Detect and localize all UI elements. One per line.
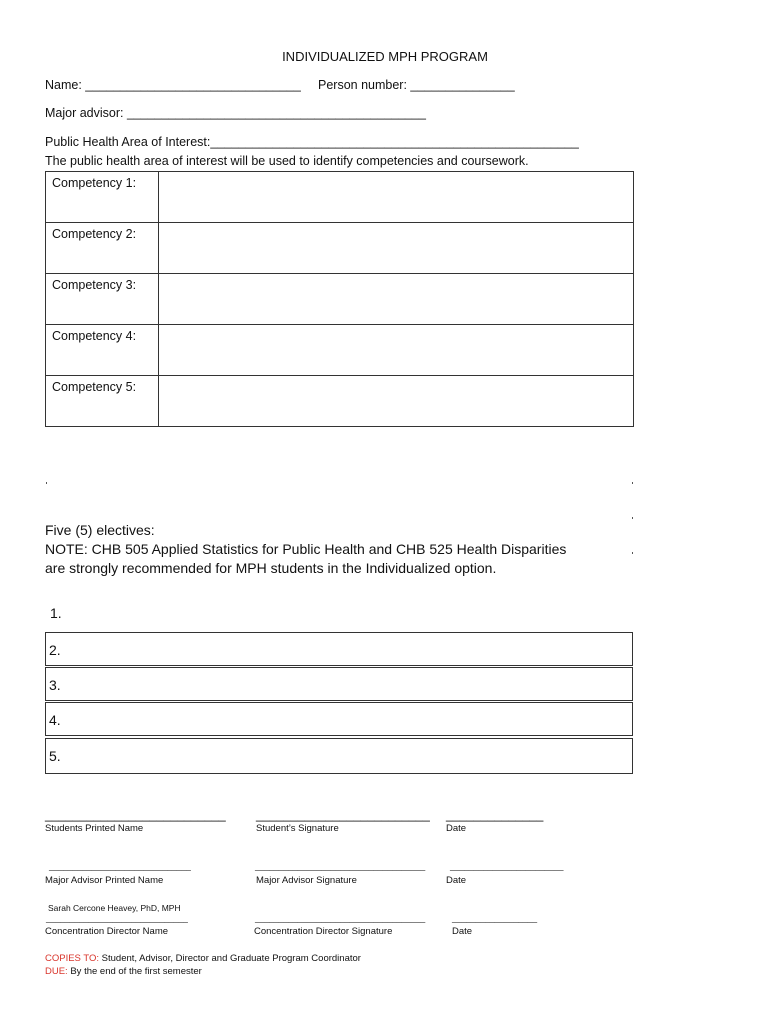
- competency-label: Competency 4:: [46, 325, 159, 376]
- scan-artifact-dot: [632, 517, 633, 519]
- scan-artifact-dot: [632, 552, 633, 554]
- advisor-name-line[interactable]: ______________________________: [49, 861, 191, 871]
- student-name-line[interactable]: __________________________: [45, 808, 226, 822]
- scan-artifact-dot: [632, 482, 633, 484]
- name-field[interactable]: Name: _______________________________: [45, 78, 301, 92]
- competency-input[interactable]: [159, 172, 634, 223]
- director-name-value: Sarah Cercone Heavey, PhD, MPH: [48, 903, 181, 913]
- competency-label: Competency 3:: [46, 274, 159, 325]
- scan-artifact-dot: [46, 482, 47, 484]
- due-value: By the end of the first semester: [67, 966, 202, 977]
- elective-item-4[interactable]: 4.: [45, 702, 633, 736]
- competency-input[interactable]: [159, 325, 634, 376]
- competency-label: Competency 5:: [46, 376, 159, 427]
- competency-row: [46, 376, 634, 427]
- electives-note-line2: are strongly recommended for MPH students in the Individualized option.: [45, 560, 497, 576]
- copies-to-note: [45, 953, 361, 964]
- director-date-line[interactable]: __________________: [452, 913, 538, 923]
- student-signature-label: Student’s Signature: [256, 823, 339, 834]
- director-date-label: Date: [452, 926, 473, 937]
- director-signature-label: Concentration Director Signature: [254, 926, 393, 937]
- director-name-label: Concentration Director Name: [45, 926, 169, 937]
- advisor-date-line[interactable]: ________________________: [450, 861, 564, 871]
- advisor-printed-name-label: Major Advisor Printed Name: [45, 875, 164, 886]
- elective-item-2[interactable]: 2.: [45, 632, 633, 666]
- elective-item-3[interactable]: 3.: [45, 667, 633, 701]
- competency-row: [46, 223, 634, 274]
- due-label: DUE:: [45, 966, 68, 977]
- competency-row: [46, 325, 634, 376]
- advisor-date-label: Date: [446, 875, 467, 886]
- major-advisor-field[interactable]: Major advisor: ___________________________________________: [45, 106, 426, 120]
- competency-input[interactable]: [159, 376, 634, 427]
- student-printed-name-label: Students Printed Name: [45, 823, 144, 834]
- elective-item-5[interactable]: 5.: [45, 738, 633, 774]
- electives-heading: Five (5) electives:: [45, 522, 155, 538]
- competency-input[interactable]: [159, 223, 634, 274]
- area-of-interest-note: The public health area of interest will be used to identify competencies and coursework.: [45, 154, 529, 168]
- competency-label: Competency 1:: [46, 172, 159, 223]
- due-note: [45, 966, 202, 977]
- copies-to-value: Student, Advisor, Director and Graduate Program Coordinator: [99, 953, 361, 964]
- student-signature-line[interactable]: _________________________: [256, 808, 430, 822]
- student-date-line[interactable]: ______________: [446, 808, 544, 822]
- area-of-interest-field[interactable]: Public Health Area of Interest:_____________________________________________________: [45, 135, 579, 149]
- copies-to-label: COPIES TO:: [45, 953, 100, 964]
- competency-row: [46, 274, 634, 325]
- elective-item-1[interactable]: 1.: [50, 605, 62, 621]
- advisor-signature-line[interactable]: ____________________________________: [255, 861, 426, 871]
- student-date-label: Date: [446, 823, 467, 834]
- director-signature-line[interactable]: ____________________________________: [255, 913, 426, 923]
- electives-note-line1: NOTE: CHB 505 Applied Statistics for Public Health and CHB 525 Health Disparities: [45, 541, 567, 557]
- director-name-line[interactable]: ______________________________: [46, 913, 188, 923]
- person-number-field[interactable]: Person number: _______________: [318, 78, 515, 92]
- form-title: INDIVIDUALIZED MPH PROGRAM: [282, 49, 488, 64]
- advisor-signature-label: Major Advisor Signature: [256, 875, 357, 886]
- competency-row: [46, 172, 634, 223]
- competency-input[interactable]: [159, 274, 634, 325]
- competency-label: Competency 2:: [46, 223, 159, 274]
- competency-table: [45, 171, 634, 427]
